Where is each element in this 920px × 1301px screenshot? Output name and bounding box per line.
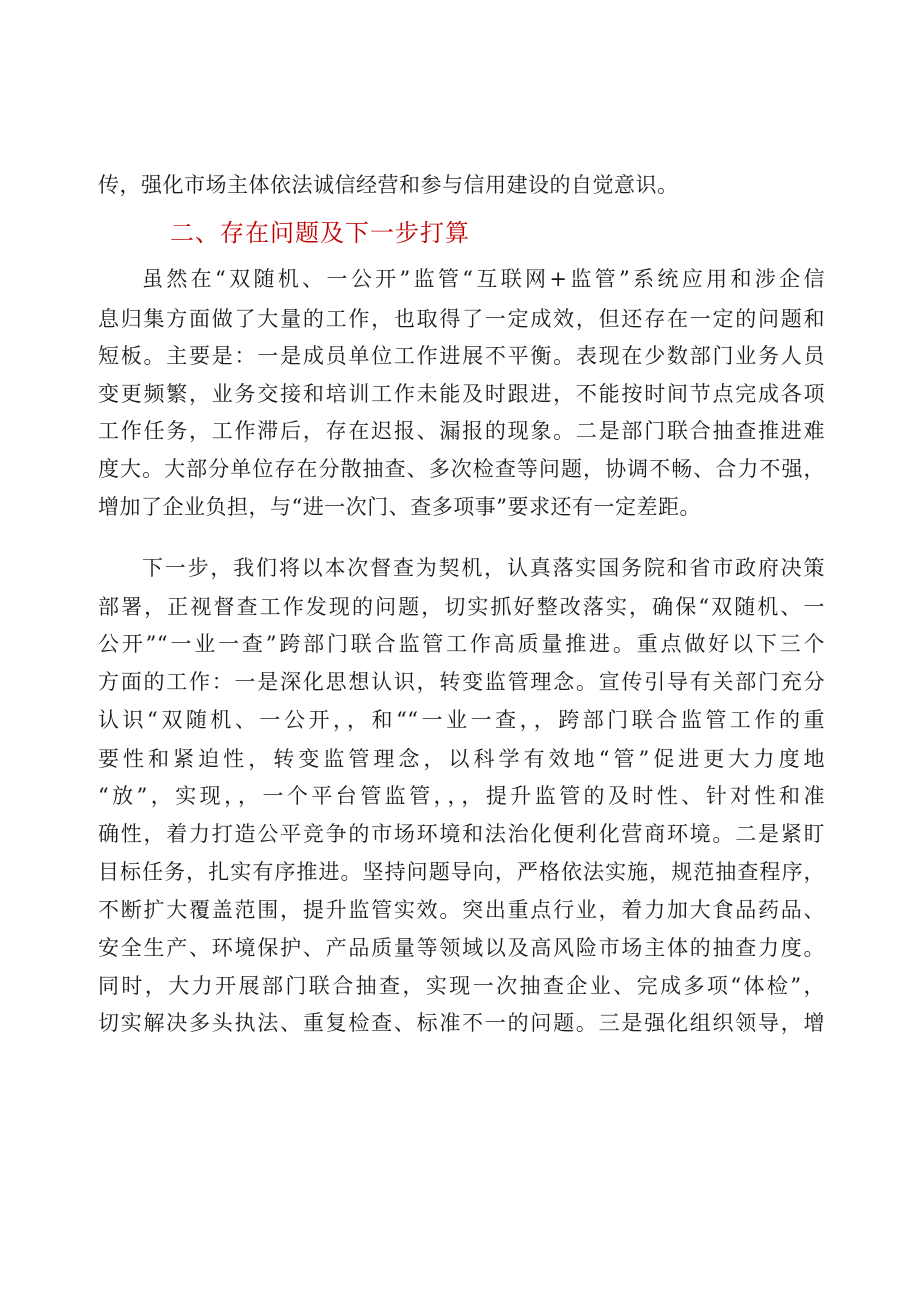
paragraph1-line-4: 变更频繁，业务交接和培训工作未能及时跟进，不能按时间节点完成各项: [98, 382, 825, 406]
paragraph2-line-1: 下一步，我们将以本次督查为契机，认真落实国务院和省市政府决策: [142, 556, 825, 580]
paragraph2-line-13: 切实解决多头执法、重复检查、标准不一的问题。三是强化组织领导，增: [98, 1011, 825, 1035]
paragraph1-line-3: 短板。主要是：一是成员单位工作进展不平衡。表现在少数部门业务人员: [98, 344, 825, 368]
paragraph2-line-5: 认识“双随机、一公开，，和““一业一查，，跨部门联合监管工作的重: [98, 708, 825, 732]
paragraph1-line-7: 增加了企业负担，与“进一次门、查多项事”要求还有一定差距。: [98, 495, 701, 519]
paragraph1-line-5: 工作任务，工作滞后，存在迟报、漏报的现象。二是部门联合抽查推进难: [98, 419, 825, 443]
paragraph2-line-11: 安全生产、环境保护、产品质量等领域以及高风险市场主体的抽查力度。: [98, 936, 825, 960]
paragraph1-line-6: 度大。大部分单位存在分散抽查、多次检查等问题，协调不畅、合力不强，: [98, 457, 825, 481]
paragraph2-line-10: 不断扩大覆盖范围，提升监管实效。突出重点行业，着力加大食品药品、: [98, 898, 825, 922]
paragraph2-line-4: 方面的工作：一是深化思想认识，转变监管理念。宣传引导有关部门充分: [98, 670, 825, 694]
paragraph2-line-8: 确性，着力打造公平竞争的市场环境和法治化便利化营商环境。二是紧盯: [98, 822, 825, 846]
paragraph2-line-3: 公开”“一业一查”跨部门联合监管工作高质量推进。重点做好以下三个: [98, 632, 825, 656]
paragraph2-line-7: “放”，实现，，一个平台管监管，，，提升监管的及时性、针对性和准: [98, 784, 825, 808]
paragraph2-line-6: 要性和紧迫性，转变监管理念，以科学有效地“管”促进更大力度地: [98, 747, 825, 771]
paragraph1-line-2: 息归集方面做了大量的工作，也取得了一定成效，但还存在一定的问题和: [98, 307, 825, 331]
paragraph2-line-12: 同时，大力开展部门联合抽查，实现一次抽查企业、完成多项“体检”，: [98, 974, 825, 998]
intro-line-1: 传，强化市场主体依法诚信经营和参与信用建设的自觉意识。: [98, 173, 679, 197]
section-heading: 二、存在问题及下一步打算: [170, 219, 470, 247]
paragraph1-line-1: 虽然在“双随机、一公开”监管“互联网+监管”系统应用和涉企信: [142, 267, 825, 291]
paragraph2-line-2: 部署，正视督查工作发现的问题，切实抓好整改落实，确保“双随机、一: [98, 595, 825, 619]
paragraph2-line-9: 目标任务，扎实有序推进。坚持问题导向，严格依法实施，规范抽查程序，: [98, 860, 825, 884]
